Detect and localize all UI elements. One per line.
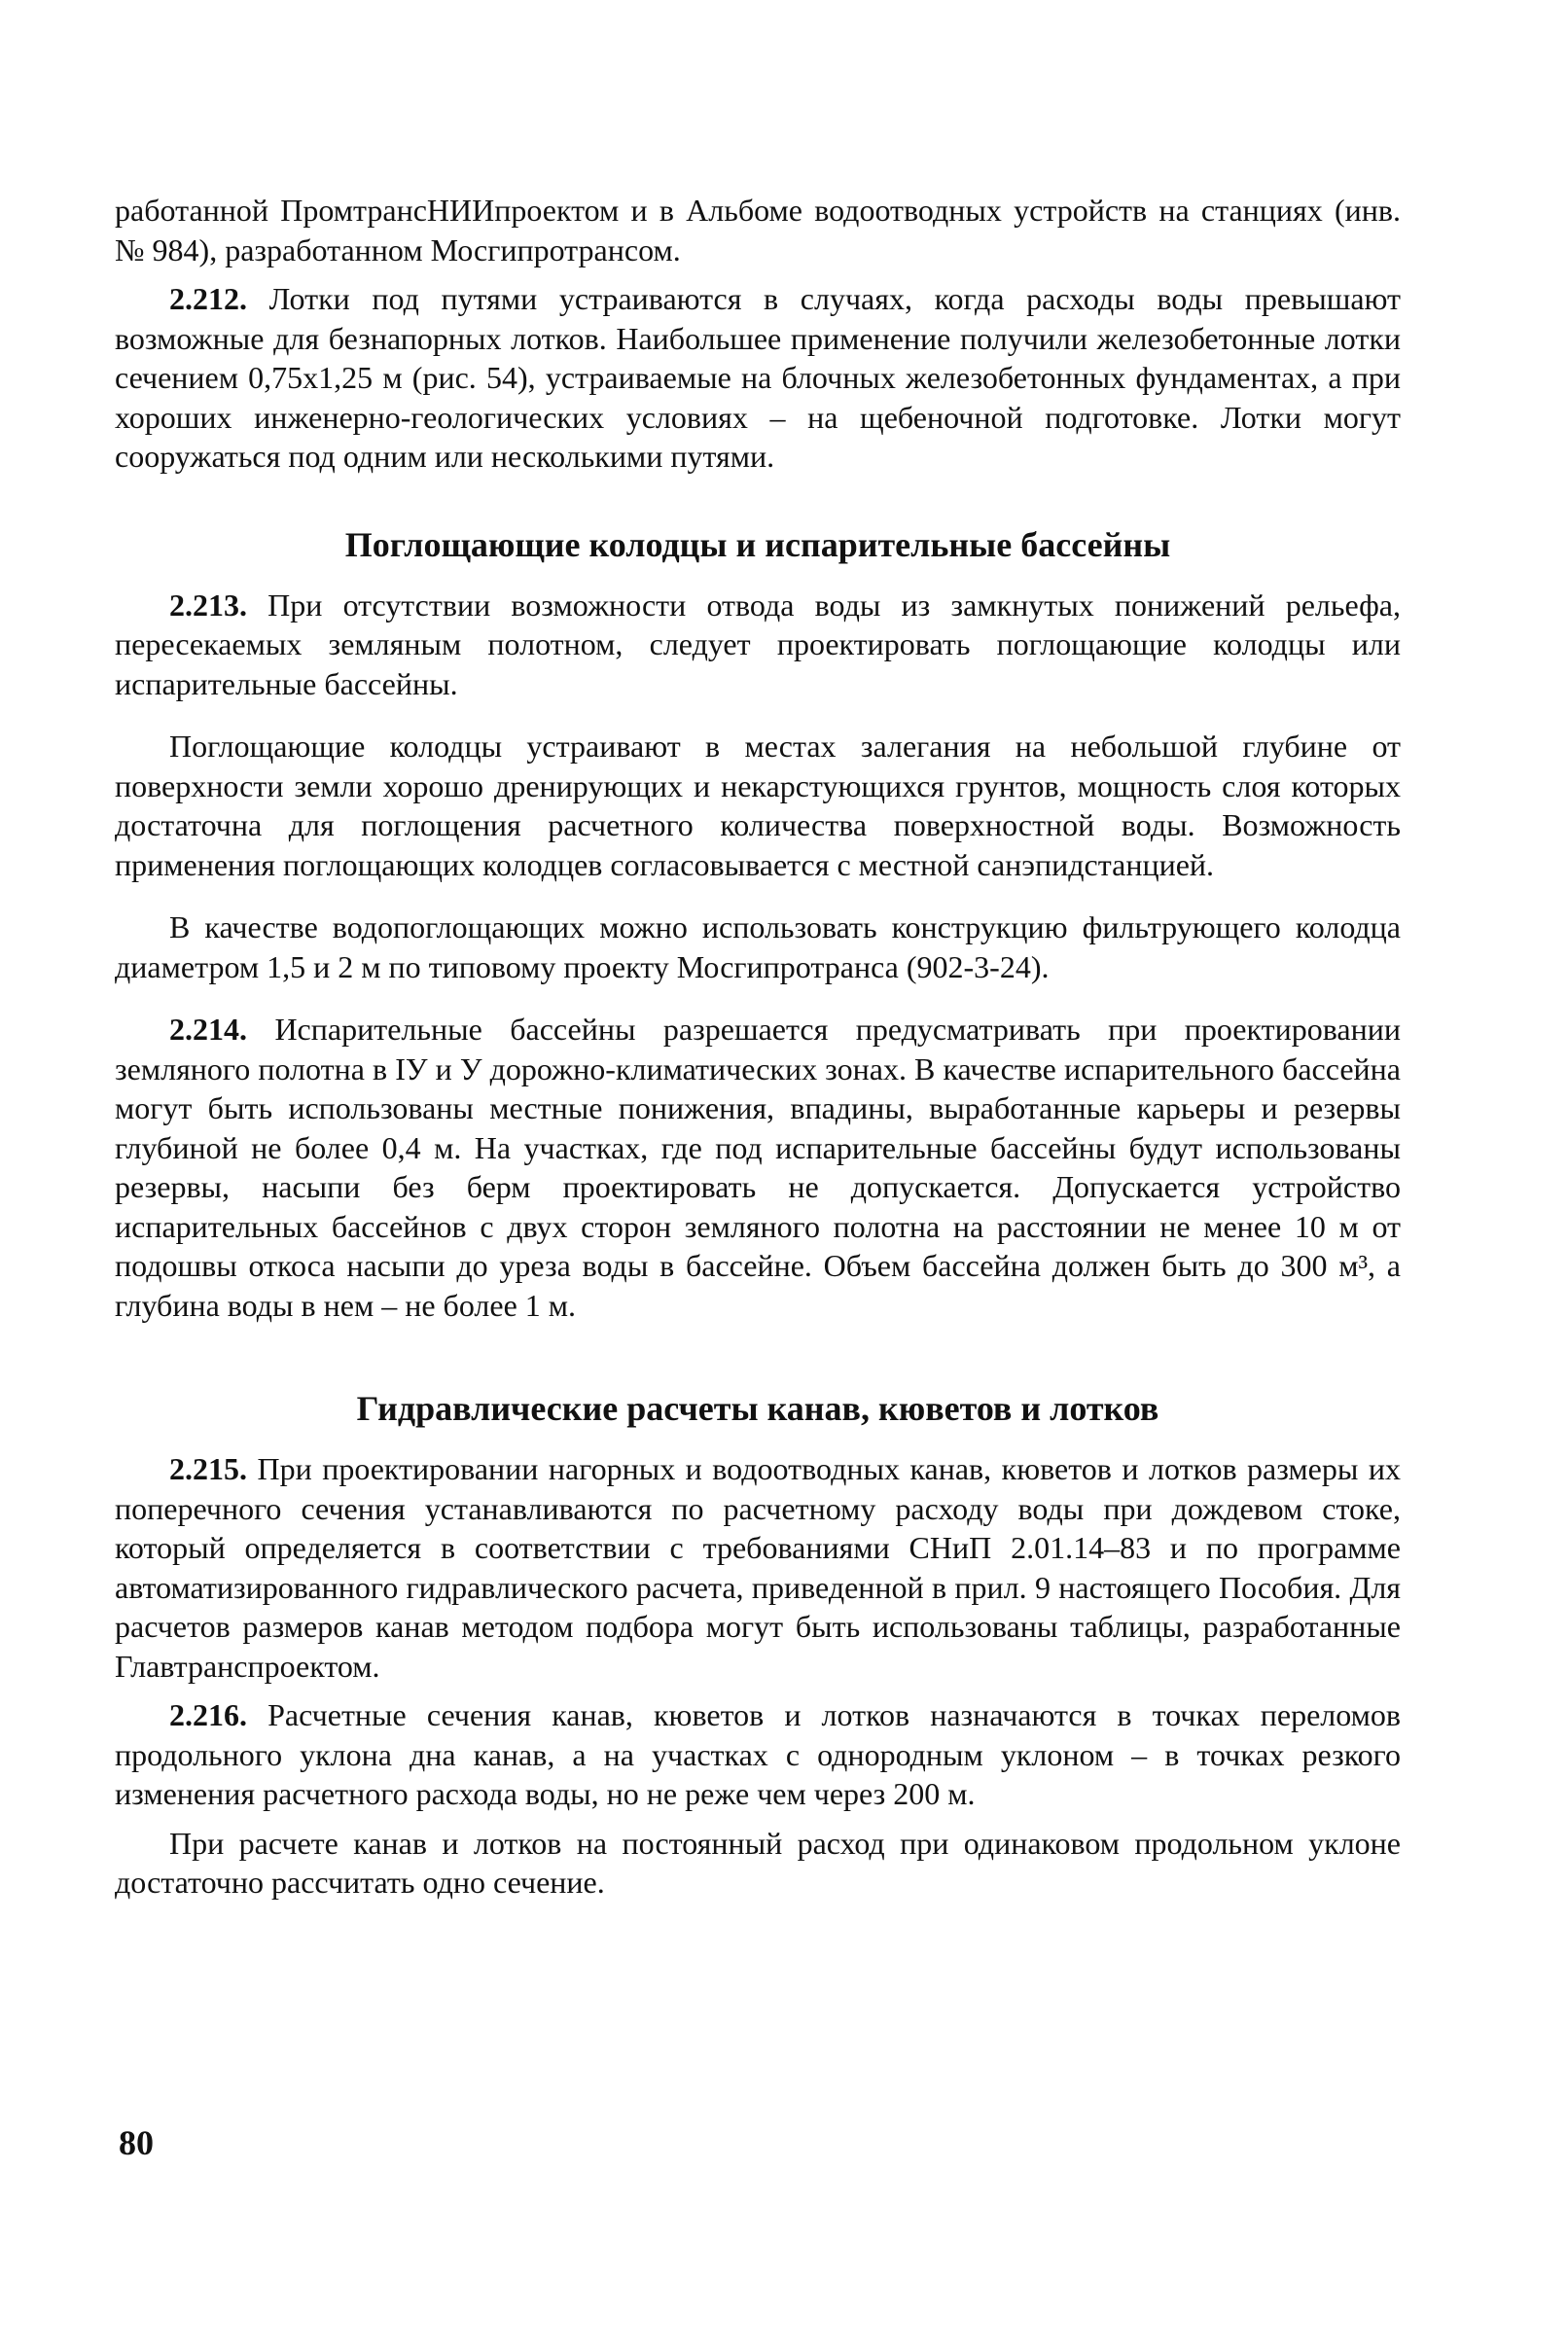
paragraph-number: 2.215. (169, 1451, 247, 1486)
paragraph-number: 2.213. (169, 587, 247, 623)
paragraph-text: При расчете канав и лотков на постоянный расход при одинаковом продольном уклоне достаточно рассчитать одно сечение. (115, 1825, 1401, 1900)
paragraph-text: работанной ПромтрансНИИпроектом и в Альбоме водоотводных устройств на станциях (инв. № 984), разработанном Мосгипротрансом. (115, 193, 1401, 267)
page-body (115, 191, 1401, 1903)
paragraph-wells-design (115, 908, 1401, 986)
paragraph-text: Лотки под путями устраиваются в случаях, когда расходы воды превышают возможные для безнапорных лотков. Наибольшее применение получили железобетонные лотки сечением 0,75х1,25 м (рис. 54), устраиваемые на блочных железобетонных фундаментах, а при хороших инженерно-геологических условиях – на щебеночной подготовке. Лотки могут сооружаться под одним или несколькими путями. (115, 281, 1401, 474)
paragraph-number: 2.214. (169, 1012, 247, 1047)
paragraph-2-213 (115, 586, 1401, 704)
paragraph-number: 2.216. (169, 1697, 247, 1732)
paragraph-text: Расчетные сечения канав, кюветов и лотков назначаются в точках переломов продольного уклона дна канав, а на участках с однородным уклоном – в точках резкого изменения расчетного расхода воды, но не реже чем через 200 м. (115, 1697, 1401, 1811)
paragraph-continuation (115, 191, 1401, 269)
section-heading-hydraulics: Гидравлические расчеты канав, кюветов и лотков (356, 1389, 1159, 1428)
paragraph-constant-flow (115, 1824, 1401, 1903)
section-heading-wells: Поглощающие колодцы и испарительные бассейны (344, 524, 1171, 564)
paragraph-text: Поглощающие колодцы устраивают в местах залегания на небольшой глубине от поверхности земли хорошо дренирующих и некарстующихся грунтов, мощность слоя которых достаточна для поглощения расчетного количества поверхностной воды. Возможность применения поглощающих колодцев согласовывается с местной санэпидстанцией. (115, 729, 1401, 882)
paragraph-text: При проектировании нагорных и водоотводных канав, кюветов и лотков размеры их поперечного сечения устанавливаются по расчетному расходу воды при дождевом стоке, который определяется в соответствии с требованиями СНиП 2.01.14–83 и по программе автоматизированного гидравлического расчета, приведенной в прил. 9 настоящего Пособия. Для расчетов размеров канав методом подбора могут быть использованы таблицы, разработанные Главтранспроектом. (115, 1451, 1401, 1684)
paragraph-text: В качестве водопоглощающих можно использовать конструкцию фильтрующего колодца диаметром 1,5 и 2 м по типовому проекту Мосгипротранса (902-3-24). (115, 909, 1401, 984)
paragraph-text: Испарительные бассейны разрешается предусматривать при проектировании земляного полотна в IУ и У дорожно-климатических зонах. В качестве испарительного бассейна могут быть использованы местные понижения, впадины, выработанные карьеры и резервы глубиной не более 0,4 м. На участках, где под испарительные бассейны будут использованы резервы, насыпи без берм проектировать не допускается. Допускается устройство испарительных бассейнов с двух сторон земляного полотна на расстоянии не менее 10 м от подошвы откоса насыпи до уреза воды в бассейне. Объем бассейна должен быть до 300 м³, а глубина воды в нем – не более 1 м. (115, 1012, 1401, 1323)
paragraph-2-212 (115, 279, 1401, 477)
paragraph-wells-conditions (115, 727, 1401, 884)
paragraph-text: При отсутствии возможности отвода воды из замкнутых понижений рельефа, пересекаемых земляным полотном, следует проектировать поглощающие колодцы или испарительные бассейны. (115, 587, 1401, 701)
paragraph-2-214 (115, 1010, 1401, 1325)
paragraph-number: 2.212. (169, 281, 247, 316)
paragraph-2-216 (115, 1695, 1401, 1814)
page-number: 80 (119, 2123, 154, 2162)
paragraph-2-215 (115, 1449, 1401, 1686)
